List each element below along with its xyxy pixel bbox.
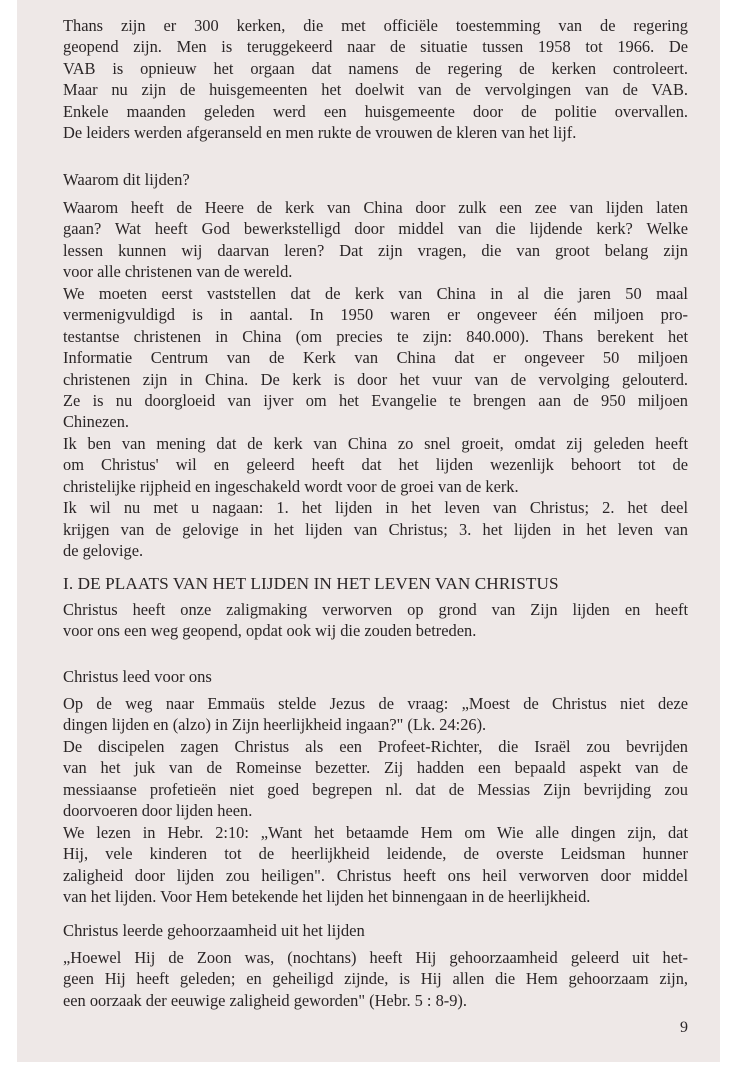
section-1-intro — [63, 599, 688, 642]
gehoorzaamheid-section-text — [63, 947, 688, 1011]
text-line: We lezen in Hebr. 2:10: „Want het betaamde Hem om Wie alle dingen zijn, dat — [63, 822, 688, 842]
text-line: Maar nu zijn de huisgemeenten het doelwit van de vervolgingen van de VAB. — [63, 80, 688, 100]
text-line: Ik ben van mening dat de kerk van China zo snel groeit, omdat zij geleden heeft — [63, 433, 688, 453]
heading-leed: Christus leed voor ons — [63, 667, 212, 686]
text-line: De discipelen zagen Christus als een Profeet-Richter, die Israël zou bevrijden — [63, 736, 688, 756]
text-line: doorvoeren door lijden heen. — [63, 801, 253, 821]
text-line: Hij, vele kinderen tot de heerlijkheid leidende, de overste Leidsman hunner — [63, 844, 688, 864]
text-line: een oorzaak der eeuwige zaligheid geworden" (Hebr. 5 : 8-9). — [63, 990, 467, 1010]
paragraph — [63, 822, 688, 908]
text-line: geopend zijn. Men is teruggekeerd naar de situatie tussen 1958 tot 1966. De — [63, 37, 688, 57]
text-line: „Hoewel Hij de Zoon was, (nochtans) heeft Hij gehoorzaamheid geleerd uit het- — [63, 948, 688, 967]
paragraph — [63, 947, 688, 1011]
section-heading-1: I. DE PLAATS VAN HET LIJDEN IN HET LEVEN VAN CHRISTUS — [63, 574, 559, 593]
text-line: zaligheid door lijden zou heiligen". Christus heeft ons heil verworven door middel — [63, 865, 688, 885]
text-line: van het juk van de Romeinse bezetter. Zij hadden een bepaald aspekt van de — [63, 758, 688, 778]
text-line: Chinezen. — [63, 412, 129, 432]
paragraph — [63, 599, 688, 642]
heading-waarom: Waarom dit lijden? — [63, 170, 190, 189]
text-line: krijgen van de gelovige in het lijden van Christus; 3. het lijden in het leven van — [63, 519, 688, 539]
heading-gehoorzaamheid: Christus leerde gehoorzaamheid uit het lijden — [63, 921, 365, 940]
waarom-section-text — [63, 197, 688, 561]
text-line: testantse christenen in China (om precies te zijn: 840.000). Thans berekent het — [63, 326, 688, 346]
paragraph — [63, 497, 688, 561]
paragraph — [63, 736, 688, 822]
text-line: dingen lijden en (alzo) in Zijn heerlijkheid ingaan?" (Lk. 24:26). — [63, 715, 487, 735]
paragraph — [63, 15, 688, 144]
paragraph — [63, 197, 688, 283]
text-line: vermenigvuldigd is in aantal. In 1950 waren er ongeveer één miljoen pro- — [63, 305, 688, 325]
text-line: om Christus' wil en geleerd heeft dat het lijden wezenlijk behoort tot de — [63, 455, 688, 475]
text-line: We moeten eerst vaststellen dat de kerk van China in al die jaren 50 maal — [63, 283, 688, 303]
text-line: voor ons een weg geopend, opdat ook wij die zouden betreden. — [63, 621, 477, 641]
page-number: 9 — [680, 1019, 688, 1036]
paragraph — [63, 283, 688, 433]
text-line: De leiders werden afgeranseld en men rukte de vrouwen de kleren van het lijf. — [63, 123, 577, 143]
text-line: Waarom heeft de Heere de kerk van China door zulk een zee van lijden laten — [63, 198, 688, 217]
text-line: gaan? Wat heeft God bewerkstelligd door middel van die lijdende kerk? Welke — [63, 219, 688, 239]
text-line: christenen zijn in China. De kerk is door het vuur van de vervolging gelouterd. — [63, 369, 688, 389]
leed-section-text — [63, 693, 688, 907]
paragraph — [63, 433, 688, 497]
text-line: Christus heeft onze zaligmaking verworven op grond van Zijn lijden en heeft — [63, 600, 688, 619]
text-line: van het lijden. Voor Hem betekende het lijden het binnengaan in de heerlijkheid. — [63, 886, 591, 906]
text-line: Informatie Centrum van de Kerk van China dat er ongeveer 50 miljoen — [63, 348, 688, 368]
text-line: christelijke rijpheid en ingeschakeld wordt voor de groei van de kerk. — [63, 476, 519, 496]
text-line: VAB is opnieuw het orgaan dat namens de regering de kerken controleert. — [63, 58, 688, 78]
paragraph — [63, 693, 688, 736]
text-line: Ik wil nu met u nagaan: 1. het lijden in het leven van Christus; 2. het deel — [63, 498, 688, 518]
text-line: messiaanse profetieën niet goed begrepen nl. dat de Messias Zijn bevrijding zou — [63, 779, 688, 799]
text-line: lessen kunnen wij daarvan leren? Dat zijn vragen, die van groot belang zijn — [63, 240, 688, 260]
text-line: Op de weg naar Emmaüs stelde Jezus de vraag: „Moest de Christus niet deze — [63, 694, 688, 713]
text-line: voor alle christenen van de wereld. — [63, 262, 293, 282]
text-line: Ze is nu doorgloeid van ijver om het Evangelie te brengen aan de 950 miljoen — [63, 390, 688, 410]
text-line: de gelovige. — [63, 541, 144, 560]
text-line: geen Hij heeft geleden; en geheiligd zijnde, is Hij allen die Hem gehoorzaam zijn, — [63, 969, 688, 989]
intro-paragraph — [63, 15, 688, 144]
text-line: Enkele maanden geleden werd een huisgemeente door de politie overvallen. — [63, 101, 688, 121]
text-line: Thans zijn er 300 kerken, die met officiële toestemming van de regering — [63, 16, 688, 35]
